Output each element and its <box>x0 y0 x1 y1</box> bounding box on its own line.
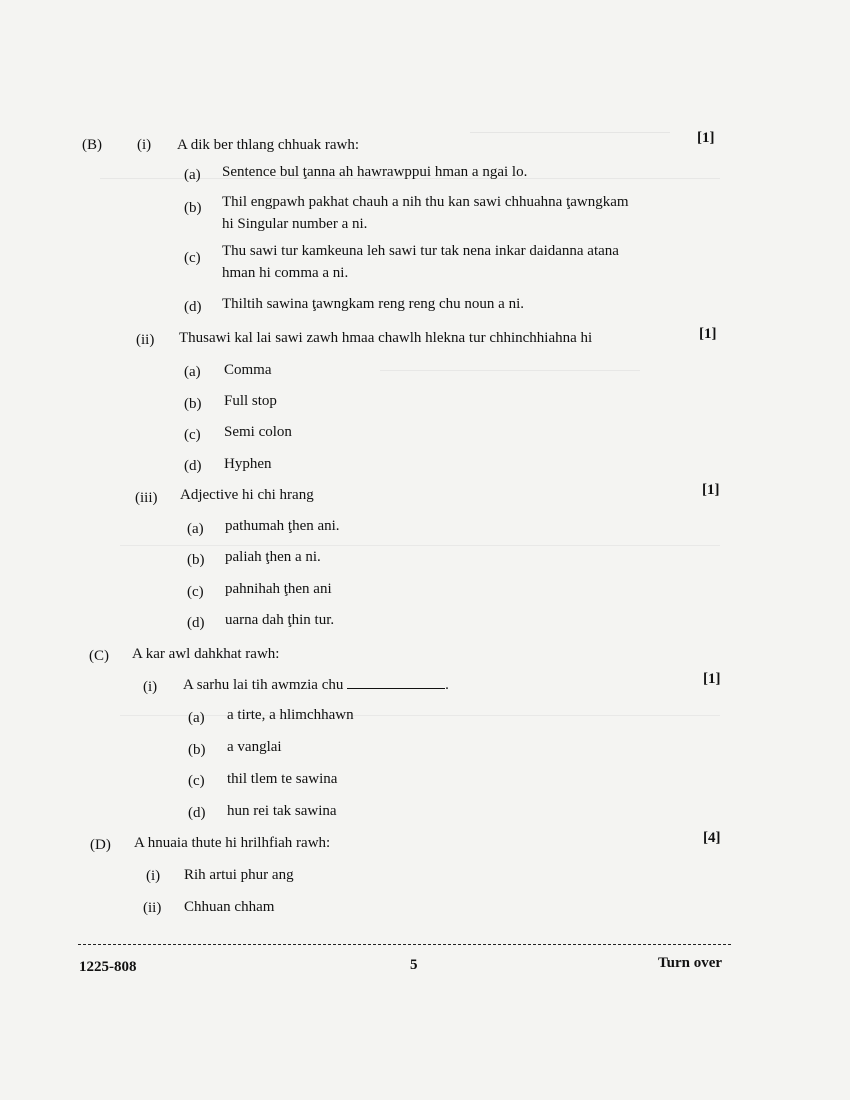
option-text: a tirte, a hlimchhawn <box>227 707 354 723</box>
option-letter: (b) <box>184 200 202 216</box>
option-text: Sentence bul ţanna ah hawrawppui hman a ngai lo. <box>222 164 528 180</box>
option-letter: (c) <box>184 427 201 443</box>
option-text-line2: hman hi comma a ni. <box>222 265 349 281</box>
option-letter: (c) <box>184 250 201 266</box>
option-letter: (d) <box>187 615 205 631</box>
question-d-item-number: (i) <box>146 868 161 884</box>
option-text-line1: Thil engpawh pakhat chauh a nih thu kan sawi chhuahna ţawngkam <box>222 194 629 210</box>
option-letter: (a) <box>184 167 201 183</box>
fill-in-blank <box>347 676 445 689</box>
question-b-ii-text: Thusawi kal lai sawi zawh hmaa chawlh hlekna tur chhinchhiahna hi <box>179 330 593 346</box>
question-d-item-text: Rih artui phur ang <box>184 867 294 883</box>
page-number: 5 <box>410 957 418 973</box>
option-letter: (b) <box>184 396 202 412</box>
option-text: pathumah ţhen ani. <box>225 518 340 534</box>
section-b-label: (B) <box>82 137 102 153</box>
option-text: thil tlem te sawina <box>227 771 338 787</box>
bleed-through-texture <box>380 370 640 372</box>
turn-over-label: Turn over <box>658 955 723 971</box>
question-b-ii-number: (ii) <box>136 332 155 348</box>
question-b-i-text: A dik ber thlang chhuak rawh: <box>177 137 360 153</box>
option-letter: (d) <box>188 805 206 821</box>
option-text: a vanglai <box>227 739 282 755</box>
question-d-item-text: Chhuan chham <box>184 899 275 915</box>
question-b-iii-marks: [1] <box>702 482 720 498</box>
option-text: Semi colon <box>224 424 292 440</box>
option-text-line2: hi Singular number a ni. <box>222 216 368 232</box>
option-text: uarna dah ţhin tur. <box>225 612 335 628</box>
option-text: Comma <box>224 362 272 378</box>
question-c-i-number: (i) <box>143 679 158 695</box>
option-letter: (a) <box>184 364 201 380</box>
footer-divider <box>78 944 731 945</box>
question-c-i-text-content: A sarhu lai tih awmzia chu <box>183 677 344 693</box>
section-c-instruction: A kar awl dahkhat rawh: <box>132 646 280 662</box>
option-letter: (b) <box>187 552 205 568</box>
bleed-through-texture <box>120 715 720 717</box>
question-b-i-number: (i) <box>137 137 152 153</box>
question-c-i-text <box>183 676 449 694</box>
bleed-through-texture <box>120 545 720 547</box>
option-letter: (a) <box>188 710 205 726</box>
option-letter: (c) <box>187 584 204 600</box>
section-d-marks: [4] <box>703 830 721 846</box>
option-text: Hyphen <box>224 456 272 472</box>
option-letter: (d) <box>184 458 202 474</box>
option-letter: (b) <box>188 742 206 758</box>
question-b-ii-marks: [1] <box>699 326 717 342</box>
paper-code: 1225-808 <box>79 959 137 975</box>
question-b-iii-number: (iii) <box>135 490 158 506</box>
question-c-i-marks: [1] <box>703 671 721 687</box>
option-text: Thiltih sawina ţawngkam reng reng chu noun a ni. <box>222 296 525 312</box>
question-b-iii-text: Adjective hi chi hrang <box>180 487 314 503</box>
option-text: hun rei tak sawina <box>227 803 337 819</box>
option-letter: (d) <box>184 299 202 315</box>
section-d-label: (D) <box>90 837 111 853</box>
question-d-item-number: (ii) <box>143 900 162 916</box>
option-text-line1: Thu sawi tur kamkeuna leh sawi tur tak nena inkar daidanna atana <box>222 243 619 259</box>
question-c-i-end: . <box>445 677 449 693</box>
section-d-instruction: A hnuaia thute hi hrilhfiah rawh: <box>134 835 331 851</box>
option-text: paliah ţhen a ni. <box>225 549 321 565</box>
section-c-label: (C) <box>89 648 109 664</box>
option-text: pahnihah ţhen ani <box>225 581 332 597</box>
option-letter: (c) <box>188 773 205 789</box>
option-text: Full stop <box>224 393 277 409</box>
option-letter: (a) <box>187 521 204 537</box>
question-b-i-marks: [1] <box>697 130 715 146</box>
